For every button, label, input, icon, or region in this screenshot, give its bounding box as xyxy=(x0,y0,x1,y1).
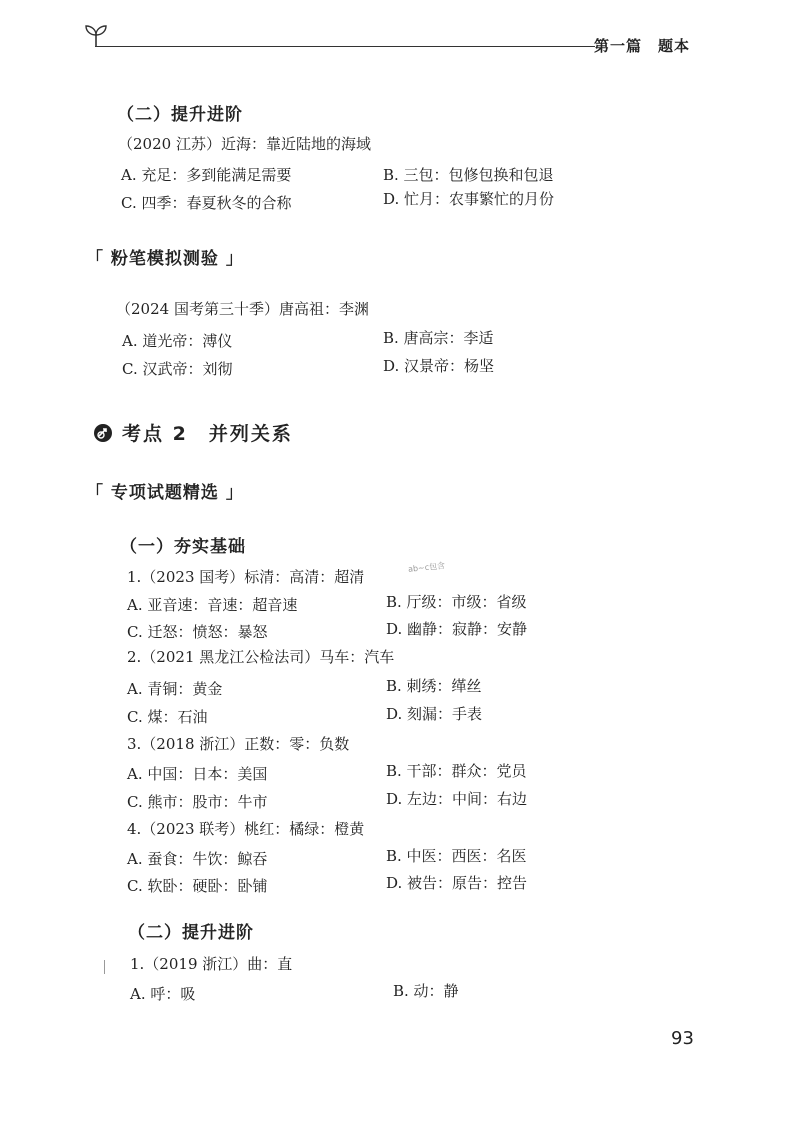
header-title: 第一篇 题本 xyxy=(593,37,690,55)
option-a: A. 中国：日本：美国 xyxy=(127,765,268,783)
option-b: B. 刺绣：缂丝 xyxy=(386,677,482,695)
option-b: B. 干部：群众：党员 xyxy=(386,762,527,780)
option-c: C. 煤：石油 xyxy=(127,708,208,726)
option-a: A. 亚音速：音速：超音速 xyxy=(127,596,298,614)
question-text: （2024 国考第三十季）唐高祖：李渊 xyxy=(116,300,369,318)
question-text: 3.（2018 浙江）正数：零：负数 xyxy=(127,735,350,753)
question-text: （2020 江苏）近海：靠近陆地的海域 xyxy=(118,135,371,153)
option-b: B. 动：静 xyxy=(393,982,459,1000)
option-b: B. 唐高宗：李适 xyxy=(383,329,494,347)
mock-heading: 「 粉笔模拟测验 」 xyxy=(86,249,244,269)
option-d: D. 汉景帝：杨坚 xyxy=(383,357,495,375)
option-d: D. 被告：原告：控告 xyxy=(386,874,528,892)
option-c: C. 四季：春夏秋冬的合称 xyxy=(121,194,292,212)
page-number: 93 xyxy=(671,1028,694,1049)
margin-mark xyxy=(104,960,105,974)
sprout-icon xyxy=(83,24,109,52)
section-subheading: （二）提升进阶 xyxy=(117,105,243,125)
section-subheading: （二）提升进阶 xyxy=(128,923,254,943)
option-a: A. 充足：多到能满足需要 xyxy=(121,166,292,184)
option-c: C. 软卧：硬卧：卧铺 xyxy=(127,877,268,895)
option-b: B. 厅级：市级：省级 xyxy=(386,593,527,611)
option-b: B. 三包：包修包换和包退 xyxy=(383,166,554,184)
question-text: 1.（2023 国考）标清：高清：超清 xyxy=(127,568,365,586)
question-text: 1.（2019 浙江）曲：直 xyxy=(130,955,293,973)
kaodian-icon xyxy=(94,424,112,442)
option-a: A. 蚕食：牛饮：鲸吞 xyxy=(127,850,268,868)
option-d: D. 幽静：寂静：安静 xyxy=(386,620,528,638)
option-a: A. 道光帝：溥仪 xyxy=(122,332,233,350)
option-c: C. 汉武帝：刘彻 xyxy=(122,360,233,378)
option-b: B. 中医：西医：名医 xyxy=(386,847,527,865)
option-d: D. 刻漏：手表 xyxy=(386,705,483,723)
question-text: 4.（2023 联考）桃红：橘绿：橙黄 xyxy=(127,820,365,838)
option-c: C. 迁怒：愤怒：暴怒 xyxy=(127,623,268,641)
option-a: A. 呼：吸 xyxy=(130,985,196,1003)
special-heading: 「 专项试题精选 」 xyxy=(86,483,244,503)
question-text: 2.（2021 黑龙江公检法司）马车：汽车 xyxy=(127,648,395,666)
option-d: D. 左边：中间：右边 xyxy=(386,790,528,808)
option-c: C. 熊市：股市：牛市 xyxy=(127,793,268,811)
option-d: D. 忙月：农事繁忙的月份 xyxy=(383,190,555,208)
handwritten-note: ab~c包含 xyxy=(407,561,446,574)
section-subheading: （一）夯实基础 xyxy=(120,537,246,557)
header-rule xyxy=(95,46,595,47)
kaodian-title: 考点 2 并列关系 xyxy=(122,423,293,445)
option-a: A. 青铜：黄金 xyxy=(127,680,223,698)
